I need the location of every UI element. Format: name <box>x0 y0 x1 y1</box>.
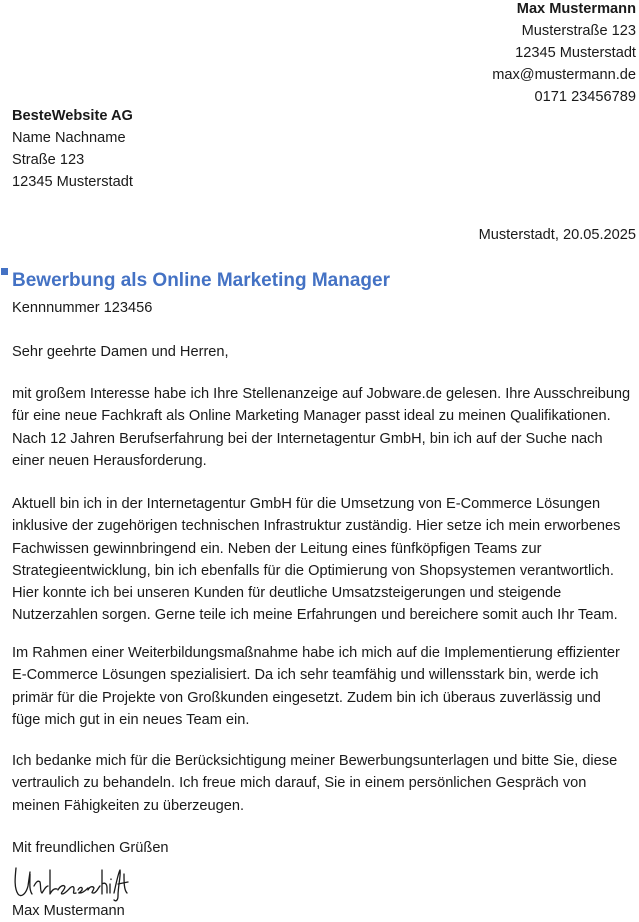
subject-marker <box>1 268 8 275</box>
paragraph-line: Fachwissen gewinnbringend ein. Neben der Leitung eines fünfköpfigen Teams zur <box>12 540 542 557</box>
paragraph-line: Aktuell bin ich in der Internetagentur GmbH für die Umsetzung von E-Commerce Lösungen <box>12 496 601 512</box>
body-paragraph <box>12 750 636 817</box>
paragraph-line: inklusive der zugehörigen technischen Infrastruktur zuständig. Hier setze ich mein erworbenes <box>12 518 621 535</box>
body-paragraph <box>12 642 636 731</box>
salutation: Sehr geehrte Damen und Herren, <box>12 344 229 360</box>
sender-email: max@mustermann.de <box>492 67 636 83</box>
letter-date: Musterstadt, 20.05.2025 <box>478 227 636 243</box>
paragraph-line: einer neuen Herausforderung. <box>12 452 207 469</box>
paragraph-line: primär für die Projekte von Großkunden eingesetzt. Zudem bin ich überaus zuverlässig und <box>12 689 601 706</box>
recipient-address-block <box>12 105 133 193</box>
body-paragraph <box>12 383 636 472</box>
body-paragraph <box>12 493 636 627</box>
paragraph-line: E-Commerce Lösungen spezialisiert. Da ich sehr teamfähig und willensstark bin, werde ich <box>12 667 599 684</box>
handwritten-signature <box>10 860 135 904</box>
paragraph-line: Hier konnte ich bei unseren Kunden für deutliche Umsatzsteigerungen und steigende <box>12 585 562 602</box>
recipient-city: 12345 Musterstadt <box>12 174 133 190</box>
paragraph-line: meinen Fähigkeiten zu überzeugen. <box>12 797 245 814</box>
recipient-company: BesteWebsite AG <box>12 108 133 124</box>
recipient-contact: Name Nachname <box>12 130 126 146</box>
sender-phone: 0171 23456789 <box>534 89 636 105</box>
paragraph-line: Strategieentwicklung, bin ich ebenfalls für die Optimierung von Shopsystemen verantwortlich. <box>12 562 614 579</box>
sender-name: Max Mustermann <box>516 1 636 17</box>
paragraph-line: vertraulich zu behandeln. Ich freue mich darauf, Sie in einem persönlichen Gespräch von <box>12 775 587 792</box>
sender-address-block <box>492 0 636 108</box>
paragraph-line: für eine neue Fachkraft als Online Marketing Manager passt ideal zu meinen Qualifikationen. <box>12 408 611 425</box>
sender-city: 12345 Musterstadt <box>515 45 636 61</box>
paragraph-line: Ich bedanke mich für die Berücksichtigung meiner Bewerbungsunterlagen und bitte Sie, diese <box>12 753 618 769</box>
paragraph-line: Im Rahmen einer Weiterbildungsmaßnahme habe ich mich auf die Implementierung effizienter <box>12 645 620 661</box>
closing-phrase: Mit freundlichen Grüßen <box>12 840 169 856</box>
letter-subject: Bewerbung als Online Marketing Manager <box>12 270 390 291</box>
paragraph-line: Nutzerzahlen sorgen. Gerne teile ich meine Erfahrungen und bereichere somit auch Ihr Team. <box>12 607 618 624</box>
sender-street: Musterstraße 123 <box>521 23 636 39</box>
paragraph-line: mit großem Interesse habe ich Ihre Stellenanzeige auf Jobware.de gelesen. Ihre Ausschreibung <box>12 386 631 402</box>
recipient-street: Straße 123 <box>12 152 85 168</box>
paragraph-line: füge mich gut in ein neues Team ein. <box>12 711 250 728</box>
reference-number: Kennnummer 123456 <box>12 300 153 316</box>
paragraph-line: Nach 12 Jahren Berufserfahrung bei der Internetagentur GmbH, bin ich auf der Suche nach <box>12 430 603 447</box>
signer-name: Max Mustermann <box>12 903 125 919</box>
